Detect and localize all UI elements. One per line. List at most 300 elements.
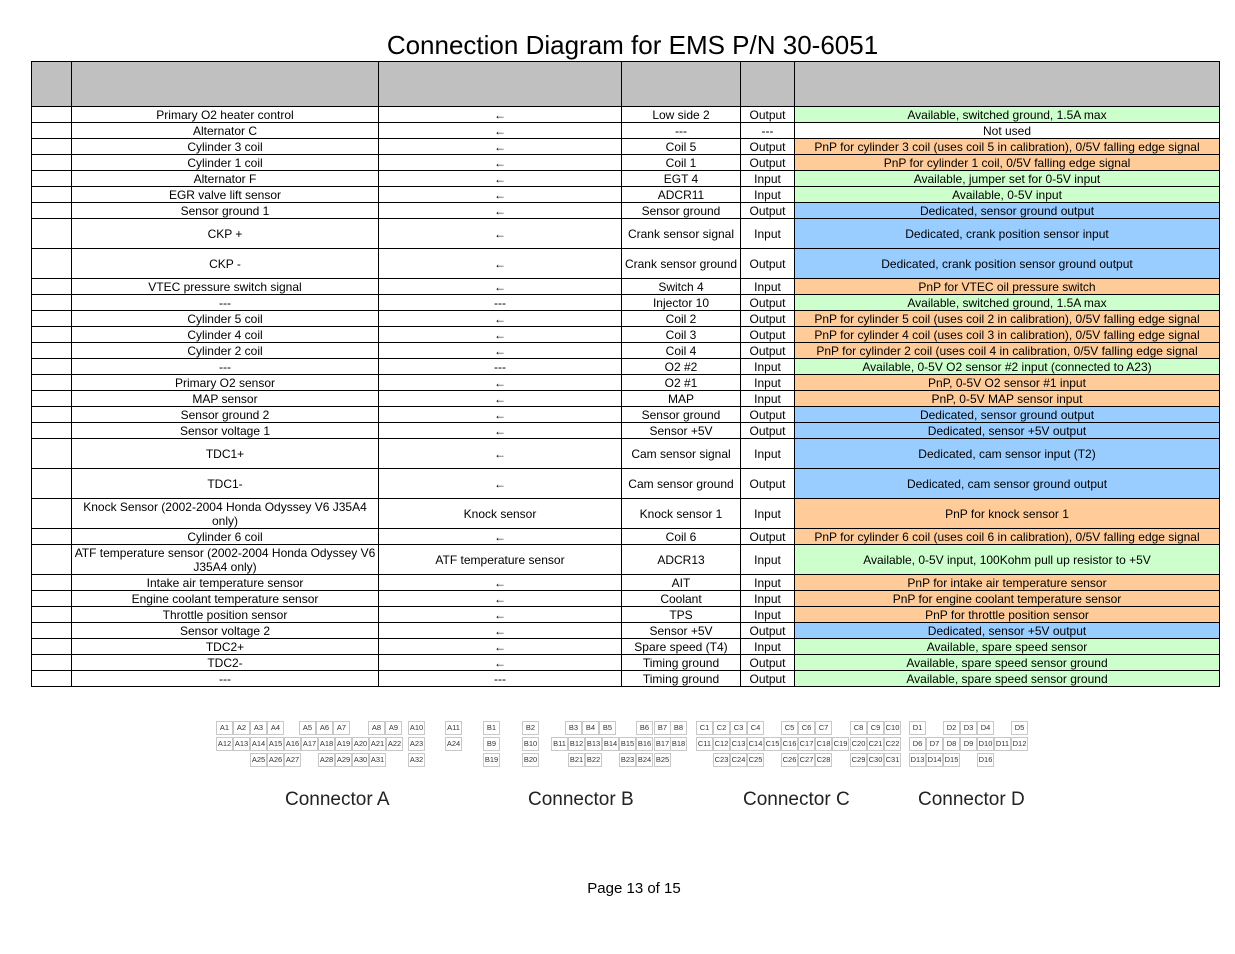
alt-function-cell: ---: [379, 359, 622, 375]
connector-pin: C29: [850, 753, 867, 767]
alt-function-cell: Knock sensor: [379, 499, 622, 529]
header-cell: [32, 62, 72, 107]
alt-function-cell: ←: [379, 171, 622, 187]
function-cell: Cylinder 6 coil: [72, 529, 379, 545]
connector-pin: D16: [977, 753, 994, 767]
table-row: [32, 623, 1220, 639]
function-cell: Cylinder 2 coil: [72, 343, 379, 359]
notes-cell: PnP for cylinder 6 coil (uses coil 6 in calibration), 0/5V falling edge signal: [795, 529, 1220, 545]
connector-pin: B3: [565, 721, 582, 735]
connector-pin: C6: [798, 721, 815, 735]
alt-function-cell: ←: [379, 203, 622, 219]
connector-pin: C5: [781, 721, 798, 735]
io-cell: Output: [741, 623, 795, 639]
connector-b-label: Connector B: [528, 789, 634, 810]
pin-cell: [32, 607, 72, 623]
alt-function-cell: ←: [379, 249, 622, 279]
table-row: [32, 439, 1220, 469]
connector-pin: A31: [369, 753, 386, 767]
connector-pin: A28: [318, 753, 335, 767]
notes-cell: Available, 0-5V input, 100Kohm pull up resistor to +5V: [795, 545, 1220, 575]
connector-pin: C15: [764, 737, 781, 751]
ems-pin-cell: Injector 10: [622, 295, 741, 311]
connector-pin: A22: [386, 737, 403, 751]
function-cell: ATF temperature sensor (2002-2004 Honda Odyssey V6 J35A4 only): [72, 545, 379, 575]
connector-pin: B18: [670, 737, 687, 751]
table-row: [32, 155, 1220, 171]
connector-pin: A2: [233, 721, 250, 735]
io-cell: Output: [741, 407, 795, 423]
connector-pin: B8: [670, 721, 687, 735]
alt-function-cell: ATF temperature sensor: [379, 545, 622, 575]
pin-cell: [32, 107, 72, 123]
connector-pin: A30: [352, 753, 369, 767]
header-cell: [795, 62, 1220, 107]
ems-pin-cell: Cam sensor signal: [622, 439, 741, 469]
connector-a-label: Connector A: [285, 789, 390, 810]
connector-pin: A11: [445, 721, 462, 735]
connector-pin: D5: [1011, 721, 1028, 735]
connector-pin: A4: [267, 721, 284, 735]
function-cell: Sensor voltage 1: [72, 423, 379, 439]
notes-cell: PnP for cylinder 3 coil (uses coil 5 in calibration), 0/5V falling edge signal: [795, 139, 1220, 155]
io-cell: Input: [741, 279, 795, 295]
connector-pin: C17: [798, 737, 815, 751]
table-row: [32, 107, 1220, 123]
io-cell: Input: [741, 607, 795, 623]
ems-pin-cell: AIT: [622, 575, 741, 591]
table-row: [32, 391, 1220, 407]
function-cell: TDC2+: [72, 639, 379, 655]
io-cell: Output: [741, 327, 795, 343]
table-row: [32, 187, 1220, 203]
connector-pin: D13: [909, 753, 926, 767]
connector-pin: C20: [850, 737, 867, 751]
header-cell: [622, 62, 741, 107]
pin-cell: [32, 249, 72, 279]
function-cell: TDC1-: [72, 469, 379, 499]
pin-cell: [32, 545, 72, 575]
table-row: [32, 529, 1220, 545]
notes-cell: Dedicated, crank position sensor ground output: [795, 249, 1220, 279]
io-cell: Input: [741, 499, 795, 529]
connector-pin: A27: [284, 753, 301, 767]
table-row: [32, 311, 1220, 327]
connector-pin: B11: [551, 737, 568, 751]
function-cell: Sensor ground 1: [72, 203, 379, 219]
notes-cell: PnP, 0-5V O2 sensor #1 input: [795, 375, 1220, 391]
table-row: [32, 375, 1220, 391]
page-title: Connection Diagram for EMS P/N 30-6051: [386, 30, 879, 60]
connector-pin: A23: [408, 737, 425, 751]
io-cell: Output: [741, 155, 795, 171]
table-row: [32, 219, 1220, 249]
connector-pin: C3: [730, 721, 747, 735]
ems-pin-cell: Coolant: [622, 591, 741, 607]
notes-cell: Available, spare speed sensor ground: [795, 655, 1220, 671]
function-cell: Engine coolant temperature sensor: [72, 591, 379, 607]
connector-pin: A15: [267, 737, 284, 751]
table-row: [32, 123, 1220, 139]
connector-pin: A19: [335, 737, 352, 751]
function-cell: TDC1+: [72, 439, 379, 469]
pin-cell: [32, 311, 72, 327]
connector-pin: A21: [369, 737, 386, 751]
ems-pin-cell: MAP: [622, 391, 741, 407]
ems-pin-cell: Timing ground: [622, 671, 741, 687]
alt-function-cell: ←: [379, 123, 622, 139]
ems-pin-cell: Coil 6: [622, 529, 741, 545]
io-cell: Output: [741, 469, 795, 499]
connector-pin: D4: [977, 721, 994, 735]
function-cell: Sensor voltage 2: [72, 623, 379, 639]
connector-pin: B21: [568, 753, 585, 767]
connector-pin: B14: [602, 737, 619, 751]
notes-cell: Dedicated, sensor +5V output: [795, 423, 1220, 439]
alt-function-cell: ---: [379, 295, 622, 311]
table-row: [32, 469, 1220, 499]
io-cell: Output: [741, 203, 795, 219]
connector-pin: C9: [867, 721, 884, 735]
connector-pin: B10: [522, 737, 539, 751]
connector-pin: A29: [335, 753, 352, 767]
function-cell: Throttle position sensor: [72, 607, 379, 623]
notes-cell: Available, jumper set for 0-5V input: [795, 171, 1220, 187]
ems-pin-cell: Low side 2: [622, 107, 741, 123]
connector-pin: C14: [747, 737, 764, 751]
connector-pin: C4: [747, 721, 764, 735]
connection-table: [31, 61, 1220, 687]
function-cell: VTEC pressure switch signal: [72, 279, 379, 295]
notes-cell: Available, spare speed sensor ground: [795, 671, 1220, 687]
function-cell: Intake air temperature sensor: [72, 575, 379, 591]
table-body: [32, 107, 1220, 687]
connector-pin: B23: [619, 753, 636, 767]
notes-cell: PnP for VTEC oil pressure switch: [795, 279, 1220, 295]
ems-pin-cell: O2 #1: [622, 375, 741, 391]
connector-pin: C11: [696, 737, 713, 751]
connector-pin: B16: [636, 737, 653, 751]
pin-cell: [32, 575, 72, 591]
function-cell: ---: [72, 359, 379, 375]
table-row: [32, 607, 1220, 623]
table-row: [32, 407, 1220, 423]
connector-pin: C23: [713, 753, 730, 767]
function-cell: MAP sensor: [72, 391, 379, 407]
connector-pin: B2: [522, 721, 539, 735]
ems-pin-cell: Cam sensor ground: [622, 469, 741, 499]
connector-pin: A8: [368, 721, 385, 735]
connector-pin: A25: [250, 753, 267, 767]
connector-pin: A10: [408, 721, 425, 735]
alt-function-cell: ←: [379, 139, 622, 155]
connector-pin: A16: [284, 737, 301, 751]
notes-cell: Dedicated, cam sensor ground output: [795, 469, 1220, 499]
io-cell: Output: [741, 529, 795, 545]
io-cell: Input: [741, 187, 795, 203]
connector-pin: D7: [926, 737, 943, 751]
alt-function-cell: ←: [379, 623, 622, 639]
table-row: [32, 545, 1220, 575]
notes-cell: Available, switched ground, 1.5A max: [795, 295, 1220, 311]
connector-pin: D11: [994, 737, 1011, 751]
connector-pin: C27: [798, 753, 815, 767]
connector-pin: C2: [713, 721, 730, 735]
io-cell: Output: [741, 311, 795, 327]
io-cell: Output: [741, 423, 795, 439]
notes-cell: Dedicated, sensor ground output: [795, 203, 1220, 219]
pin-cell: [32, 359, 72, 375]
function-cell: Alternator F: [72, 171, 379, 187]
notes-cell: Dedicated, sensor ground output: [795, 407, 1220, 423]
ems-pin-cell: Switch 4: [622, 279, 741, 295]
io-cell: Input: [741, 575, 795, 591]
alt-function-cell: ←: [379, 155, 622, 171]
io-cell: Output: [741, 655, 795, 671]
connector-pin: C16: [781, 737, 798, 751]
alt-function-cell: ←: [379, 639, 622, 655]
notes-cell: Available, switched ground, 1.5A max: [795, 107, 1220, 123]
connector-pin: D10: [977, 737, 994, 751]
connector-pin: A9: [385, 721, 402, 735]
ems-pin-cell: Crank sensor signal: [622, 219, 741, 249]
connector-pin: C13: [730, 737, 747, 751]
connector-pin: A14: [250, 737, 267, 751]
notes-cell: Available, 0-5V O2 sensor #2 input (connected to A23): [795, 359, 1220, 375]
connector-pin: C21: [867, 737, 884, 751]
table-row: [32, 295, 1220, 311]
alt-function-cell: ←: [379, 607, 622, 623]
table-row: [32, 343, 1220, 359]
io-cell: Output: [741, 295, 795, 311]
connector-pin: D2: [943, 721, 960, 735]
table-row: [32, 671, 1220, 687]
function-cell: ---: [72, 671, 379, 687]
io-cell: Output: [741, 671, 795, 687]
pin-cell: [32, 529, 72, 545]
notes-cell: Not used: [795, 123, 1220, 139]
io-cell: Input: [741, 375, 795, 391]
connector-pin: A18: [318, 737, 335, 751]
io-cell: ---: [741, 123, 795, 139]
ems-pin-cell: TPS: [622, 607, 741, 623]
function-cell: ---: [72, 295, 379, 311]
io-cell: Input: [741, 439, 795, 469]
pin-cell: [32, 187, 72, 203]
io-cell: Input: [741, 359, 795, 375]
table-row: [32, 591, 1220, 607]
connector-pin: D8: [943, 737, 960, 751]
connector-pin: A1: [216, 721, 233, 735]
function-cell: Cylinder 4 coil: [72, 327, 379, 343]
ems-pin-cell: Coil 2: [622, 311, 741, 327]
connector-pin: C12: [713, 737, 730, 751]
pin-cell: [32, 219, 72, 249]
connector-pin: D6: [909, 737, 926, 751]
pin-cell: [32, 591, 72, 607]
alt-function-cell: ←: [379, 375, 622, 391]
function-cell: Cylinder 1 coil: [72, 155, 379, 171]
alt-function-cell: ←: [379, 187, 622, 203]
pin-cell: [32, 639, 72, 655]
pin-cell: [32, 327, 72, 343]
pin-cell: [32, 623, 72, 639]
ems-pin-cell: ---: [622, 123, 741, 139]
connector-pin: B24: [636, 753, 653, 767]
alt-function-cell: ←: [379, 439, 622, 469]
notes-cell: PnP for knock sensor 1: [795, 499, 1220, 529]
io-cell: Input: [741, 219, 795, 249]
connector-pin: C10: [884, 721, 901, 735]
connector-pin: B9: [483, 737, 500, 751]
connector-pin: B19: [483, 753, 500, 767]
connector-pin: B22: [585, 753, 602, 767]
ems-pin-cell: Sensor +5V: [622, 623, 741, 639]
table-row: [32, 171, 1220, 187]
table-row: [32, 249, 1220, 279]
connector-pin: A26: [267, 753, 284, 767]
ems-pin-cell: O2 #2: [622, 359, 741, 375]
connector-pin: B5: [599, 721, 616, 735]
io-cell: Input: [741, 171, 795, 187]
ems-pin-cell: Sensor +5V: [622, 423, 741, 439]
connector-pin: A7: [333, 721, 350, 735]
function-cell: Primary O2 heater control: [72, 107, 379, 123]
notes-cell: PnP for cylinder 2 coil (uses coil 4 in calibration, 0/5V falling edge signal: [795, 343, 1220, 359]
notes-cell: PnP for engine coolant temperature sensor: [795, 591, 1220, 607]
notes-cell: PnP for intake air temperature sensor: [795, 575, 1220, 591]
connector-pin: D1: [909, 721, 926, 735]
notes-cell: PnP for cylinder 1 coil, 0/5V falling edge signal: [795, 155, 1220, 171]
function-cell: Primary O2 sensor: [72, 375, 379, 391]
pin-cell: [32, 423, 72, 439]
ems-pin-cell: Knock sensor 1: [622, 499, 741, 529]
pin-cell: [32, 123, 72, 139]
pin-cell: [32, 439, 72, 469]
connector-pin: A32: [408, 753, 425, 767]
ems-pin-cell: Sensor ground: [622, 203, 741, 219]
alt-function-cell: ←: [379, 591, 622, 607]
connector-pin: C1: [696, 721, 713, 735]
connector-pin: C31: [884, 753, 901, 767]
table-row: [32, 139, 1220, 155]
table-row: [32, 279, 1220, 295]
notes-cell: Dedicated, cam sensor input (T2): [795, 439, 1220, 469]
io-cell: Output: [741, 343, 795, 359]
ems-pin-cell: Coil 4: [622, 343, 741, 359]
pin-cell: [32, 343, 72, 359]
function-cell: Alternator C: [72, 123, 379, 139]
connector-pin: A6: [316, 721, 333, 735]
pin-cell: [32, 155, 72, 171]
alt-function-cell: ←: [379, 311, 622, 327]
notes-cell: Dedicated, sensor +5V output: [795, 623, 1220, 639]
table-row: [32, 359, 1220, 375]
alt-function-cell: ←: [379, 327, 622, 343]
alt-function-cell: ←: [379, 469, 622, 499]
pin-cell: [32, 203, 72, 219]
header-cell: [72, 62, 379, 107]
notes-cell: PnP for throttle position sensor: [795, 607, 1220, 623]
connector-pin: C22: [884, 737, 901, 751]
connector-pin: C18: [815, 737, 832, 751]
alt-function-cell: ---: [379, 671, 622, 687]
connector-pin: C28: [815, 753, 832, 767]
alt-function-cell: ←: [379, 279, 622, 295]
function-cell: Sensor ground 2: [72, 407, 379, 423]
ems-pin-cell: Crank sensor ground: [622, 249, 741, 279]
notes-cell: PnP for cylinder 4 coil (uses coil 3 in calibration), 0/5V falling edge signal: [795, 327, 1220, 343]
notes-cell: PnP for cylinder 5 coil (uses coil 2 in calibration), 0/5V falling edge signal: [795, 311, 1220, 327]
io-cell: Input: [741, 391, 795, 407]
ems-pin-cell: ADCR11: [622, 187, 741, 203]
pin-cell: [32, 375, 72, 391]
table-row: [32, 203, 1220, 219]
ems-pin-cell: Coil 3: [622, 327, 741, 343]
io-cell: Input: [741, 639, 795, 655]
function-cell: TDC2-: [72, 655, 379, 671]
connector-diagram: [213, 712, 1053, 810]
pin-cell: [32, 655, 72, 671]
table-row: [32, 327, 1220, 343]
pin-cell: [32, 499, 72, 529]
connector-pin: A3: [250, 721, 267, 735]
connector-pin: D3: [960, 721, 977, 735]
connector-pin: A13: [233, 737, 250, 751]
alt-function-cell: ←: [379, 391, 622, 407]
connector-pin: D14: [926, 753, 943, 767]
connector-pin: C30: [867, 753, 884, 767]
connector-pin: A24: [445, 737, 462, 751]
connector-pin: B7: [654, 721, 671, 735]
notes-cell: Dedicated, crank position sensor input: [795, 219, 1220, 249]
connector-pin: A5: [299, 721, 316, 735]
pin-cell: [32, 171, 72, 187]
header-cell: [741, 62, 795, 107]
ems-pin-cell: Coil 1: [622, 155, 741, 171]
io-cell: Output: [741, 249, 795, 279]
connector-pin: C26: [781, 753, 798, 767]
connector-pin: B25: [654, 753, 671, 767]
alt-function-cell: ←: [379, 219, 622, 249]
connector-pin: B20: [522, 753, 539, 767]
pin-cell: [32, 279, 72, 295]
table-header-row: [32, 62, 1220, 107]
connector-pin: D12: [1011, 737, 1028, 751]
table-row: [32, 423, 1220, 439]
connector-pin: B1: [483, 721, 500, 735]
function-cell: EGR valve lift sensor: [72, 187, 379, 203]
pin-cell: [32, 407, 72, 423]
connector-pin: A12: [216, 737, 233, 751]
table-row: [32, 575, 1220, 591]
connector-pin: C24: [730, 753, 747, 767]
alt-function-cell: ←: [379, 423, 622, 439]
alt-function-cell: ←: [379, 407, 622, 423]
connector-pin: B17: [654, 737, 671, 751]
connector-pin: B15: [619, 737, 636, 751]
connector-pin: C25: [747, 753, 764, 767]
pin-cell: [32, 671, 72, 687]
alt-function-cell: ←: [379, 575, 622, 591]
notes-cell: Available, 0-5V input: [795, 187, 1220, 203]
connector-c-label: Connector C: [743, 789, 850, 810]
notes-cell: PnP, 0-5V MAP sensor input: [795, 391, 1220, 407]
alt-function-cell: ←: [379, 343, 622, 359]
pin-cell: [32, 391, 72, 407]
notes-cell: Available, spare speed sensor: [795, 639, 1220, 655]
connector-pin: B6: [636, 721, 653, 735]
